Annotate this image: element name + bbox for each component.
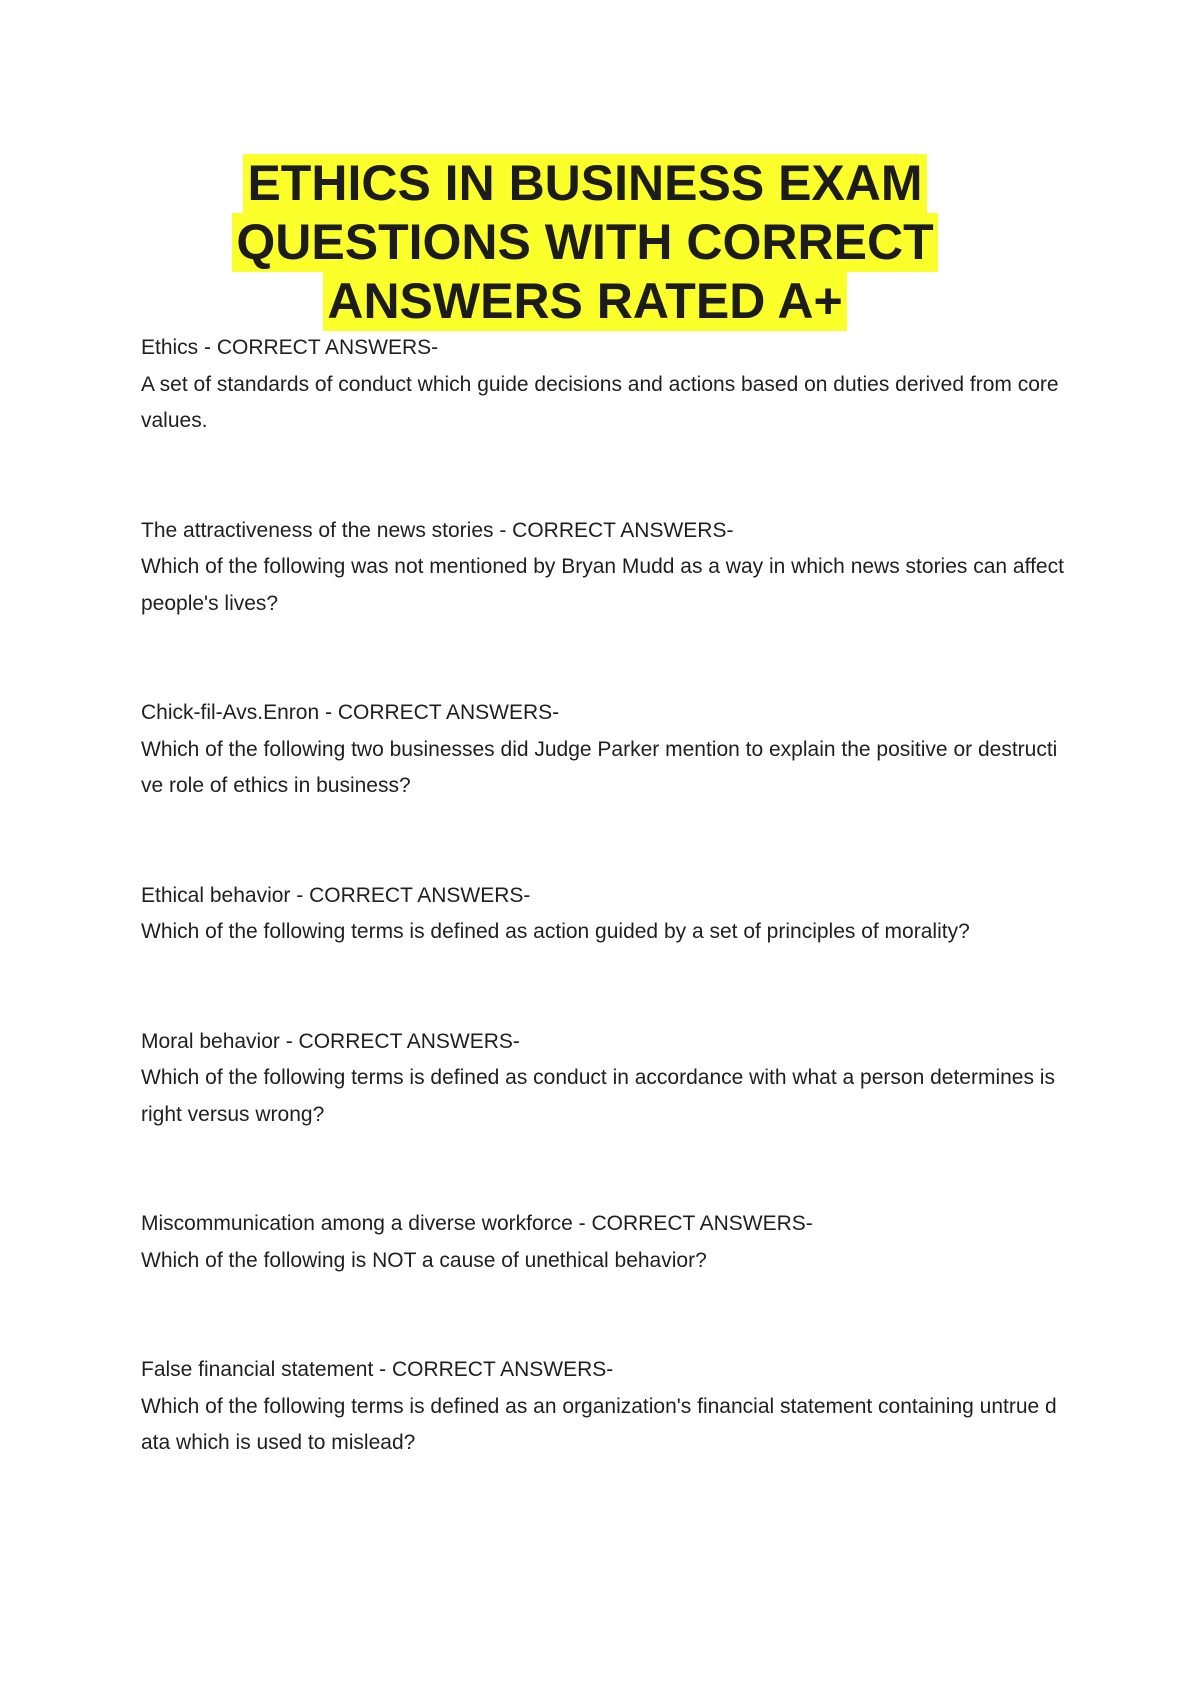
qa-item: [141, 1024, 1066, 1134]
question-text: Which of the following is NOT a cause of unethical behavior?: [141, 1248, 707, 1272]
answer-text: Moral behavior - CORRECT ANSWERS-: [141, 1029, 520, 1053]
answer-text: Miscommunication among a diverse workforce - CORRECT ANSWERS-: [141, 1212, 813, 1235]
qa-list: [141, 330, 1066, 1462]
answer-text: Chick-fil-Avs.Enron - CORRECT ANSWERS-: [141, 701, 560, 724]
answer-text: False financial statement - CORRECT ANSWERS-: [141, 1358, 614, 1381]
question-text: Which of the following terms is defined as conduct in accordance with what a person determines is right versus wrong?: [141, 1066, 1055, 1126]
qa-item: [141, 513, 1066, 623]
qa-item: [141, 330, 1066, 440]
question-text: Which of the following terms is defined as action guided by a set of principles of morality?: [141, 920, 970, 943]
answer-text: Ethical behavior - CORRECT ANSWERS-: [141, 883, 531, 907]
title-line: ETHICS IN BUSINESS EXAM: [243, 154, 926, 213]
title-line: ANSWERS RATED A+: [323, 272, 846, 331]
question-text: Which of the following two businesses did Judge Parker mention to explain the positive or destructive role of ethics in business?: [141, 737, 1058, 797]
document-title: [150, 154, 1020, 331]
answer-text: The attractiveness of the news stories - CORRECT ANSWERS-: [141, 518, 734, 542]
qa-item: [141, 695, 1066, 805]
qa-item: [141, 1206, 1066, 1279]
qa-item: [141, 878, 1066, 951]
question-text: Which of the following was not mentioned by Bryan Mudd as a way in which news stories can affect people's lives?: [141, 555, 1064, 615]
qa-item: [141, 1352, 1066, 1462]
answer-text: Ethics - CORRECT ANSWERS-: [141, 336, 439, 359]
title-line: QUESTIONS WITH CORRECT: [232, 213, 937, 272]
question-text: A set of standards of conduct which guide decisions and actions based on duties derived from core values.: [141, 372, 1059, 432]
question-text: Which of the following terms is defined as an organization's financial statement containing untrue data which is used to mislead?: [141, 1394, 1057, 1454]
